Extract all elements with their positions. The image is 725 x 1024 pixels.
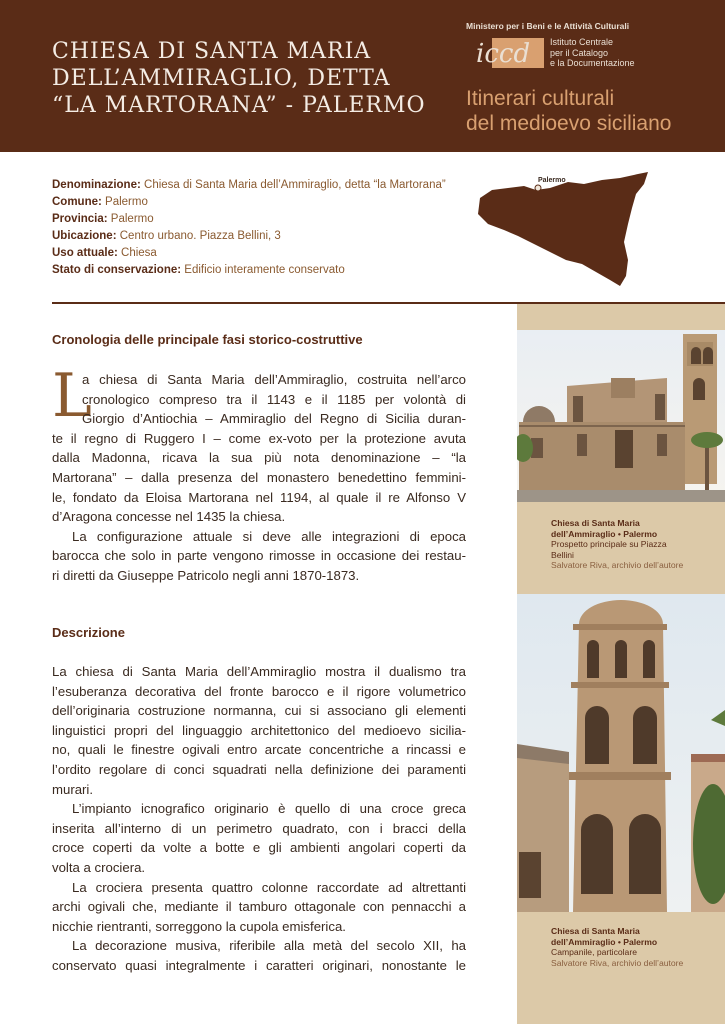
ministry-label: Ministero per i Beni e le Attività Culturali	[466, 21, 630, 31]
iccd-logo-icon	[474, 36, 546, 70]
info-row-uso: Uso attuale: Chiesa	[52, 247, 157, 259]
text-line: La configurazione attuale si deve alle integrazioni di epoca	[72, 528, 466, 544]
text-line: croce coperti da volte a botte e gli ambienti angolari coperti da	[52, 840, 466, 856]
text-line: d’Aragona concesse nel 1435 la chiesa.	[52, 509, 286, 525]
text-line: conservato quasi integralmente i caratteri originari, nonostante le	[52, 957, 466, 973]
cronologia-text	[52, 370, 466, 586]
text-line: ri diretti da Giuseppe Patricolo negli anni 1870-1873.	[52, 567, 360, 583]
caption-title: Chiesa di Santa Maria	[551, 926, 640, 936]
page-title	[52, 38, 452, 119]
iccd-line: Istituto Centrale	[550, 37, 614, 47]
text-line: linguistici propri del linguaggio architettonico del medioevo sicilia-	[52, 722, 466, 738]
text-line: a chiesa di Santa Maria dell’Ammiraglio, costruita nell’arco	[82, 372, 466, 387]
info-row-comune: Comune: Palermo	[52, 196, 148, 208]
info-row-denominazione: Denominazione: Chiesa di Santa Maria dell’Ammiraglio, detta “la Martorana”	[52, 179, 446, 191]
church-facade-photo	[517, 330, 725, 502]
photo-caption-2	[551, 926, 721, 968]
text-line: nicchie rientranti, sorreggono la cupola emisferica.	[52, 918, 346, 934]
caption-source: Salvatore Riva, archivio dell’autore	[551, 957, 684, 968]
text-line: inserita all’interno di un perimetro quadrato, con i bracci della	[52, 820, 466, 836]
text-line: cronologico compreso tra il 1143 e il 1185 per volontà di	[82, 391, 466, 407]
text-line: La crociera presenta quattro colonne raccordate ad altrettanti	[72, 879, 466, 895]
text-line: volta a crociera.	[52, 859, 146, 875]
descrizione-text	[52, 662, 466, 976]
title-line: “LA MARTORANA” - PALERMO	[52, 93, 426, 118]
logo-text: iccd	[476, 39, 531, 69]
text-line: archi ogivali che, mediante il tamburo ottagonale con pennacchi a	[52, 899, 466, 915]
caption-source: Salvatore Riva, archivio dell’autore	[551, 560, 684, 571]
text-line: le, fondato da Eloisa Martorana nel 1194, al quale il re Alfonso V	[52, 489, 466, 505]
text-line: dell’originaria costruzione normanna, cui si associano gli elementi	[52, 703, 466, 719]
map-label-palermo: Palermo	[538, 177, 566, 184]
iccd-line: e la Documentazione	[550, 58, 635, 68]
caption-title: Chiesa di Santa Maria	[551, 518, 640, 528]
section-title-descrizione: Descrizione	[52, 625, 125, 640]
section-title-cronologia: Cronologia delle principale fasi storico-costruttive	[52, 332, 363, 347]
photo-caption-1	[551, 518, 721, 571]
iccd-name	[550, 37, 635, 69]
series-line: del medioevo siciliano	[466, 112, 672, 135]
text-line: Martorana” – dalla presenza del monastero benedettino femmini-	[52, 469, 466, 485]
caption-desc: Prospetto principale su Piazza	[551, 539, 667, 550]
caption-title: dell’Ammiraglio • Palermo	[551, 528, 658, 539]
series-title	[466, 86, 671, 136]
sicily-map-icon	[472, 168, 654, 292]
info-row-ubicazione: Ubicazione: Centro urbano. Piazza Bellini, 3	[52, 230, 281, 242]
text-line: Giorgio d’Antiochia – Ammiraglio del Regno di Sicilia duran-	[82, 411, 466, 427]
text-line: l’esuberanza decorativa del fronte barocco e il rigore volumetrico	[52, 683, 466, 699]
text-line: dalla Madonna, ricava la sua più nota denominazione – “la	[52, 450, 466, 466]
bell-tower-photo	[517, 594, 725, 912]
drop-cap: L	[52, 361, 92, 431]
text-line: L’impianto icnografico originario è quello di una croce greca	[72, 801, 466, 817]
text-line: murari.	[52, 781, 94, 797]
iccd-line: per il Catalogo	[550, 47, 609, 58]
header-band	[0, 0, 725, 152]
caption-desc: Campanile, particolare	[551, 947, 637, 958]
text-line: te il regno di Ruggero I – come ex-voto per la protezione avuta	[52, 430, 466, 446]
text-line: l’ordito regolare di conci squadrati nella definizione dei paramenti	[52, 761, 466, 777]
caption-title: dell’Ammiraglio • Palermo	[551, 936, 658, 947]
text-line: La chiesa di Santa Maria dell’Ammiraglio mostra il dualismo tra	[52, 664, 466, 679]
text-line: no, quali le finestre ogivali entro arcate concentriche a rincassi e	[52, 742, 466, 758]
info-row-provincia: Provincia: Palermo	[52, 213, 154, 225]
title-line: DELL’AMMIRAGLIO, DETTA	[52, 66, 391, 91]
text-line: barocca che solo in parte vengono rimosse in occasione dei restau-	[52, 548, 466, 564]
text-line: La decorazione musiva, riferibile alla metà del secolo XII, ha	[72, 938, 466, 954]
info-list	[52, 177, 472, 279]
series-line: Itinerari culturali	[466, 87, 615, 110]
title-line: CHIESA DI SANTA MARIA	[52, 39, 372, 64]
caption-desc: Bellini	[551, 549, 574, 560]
info-row-stato: Stato di conservazione: Edificio interamente conservato	[52, 264, 345, 276]
